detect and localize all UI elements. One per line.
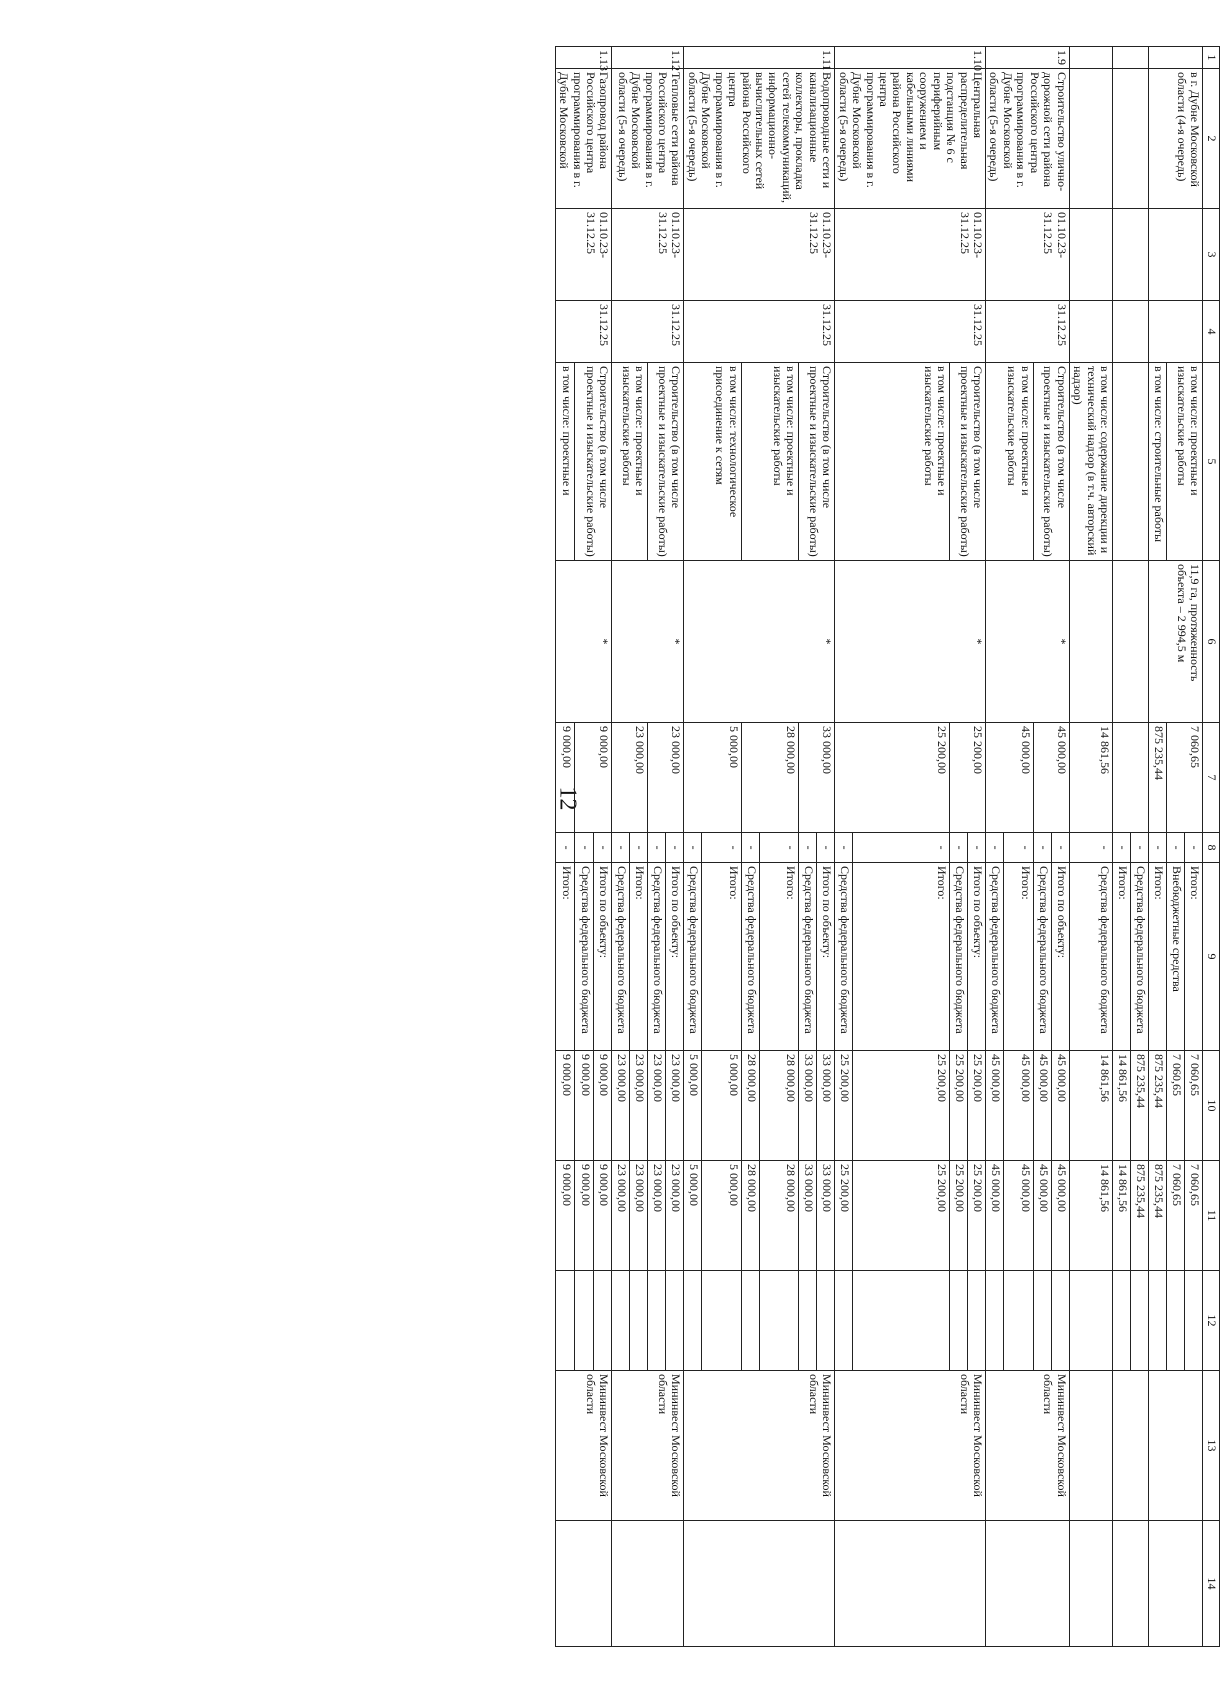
- table-cell: [1069, 1271, 1112, 1371]
- table-cell: -: [684, 833, 702, 863]
- table-cell: 14 861,56: [1113, 1161, 1131, 1271]
- table-cell: 23 000,00: [666, 1161, 684, 1271]
- table-cell: Средства федерального бюджета: [799, 863, 817, 1051]
- table-cell: Строительство (в том числе проектные и изыскательские работы): [648, 363, 684, 561]
- table-cell: -: [835, 833, 853, 863]
- column-number-header: 2: [1203, 69, 1220, 209]
- table-cell: [799, 1271, 817, 1371]
- table-cell: Мининвест Московской области: [986, 1371, 1070, 1521]
- table-cell: [612, 1521, 684, 1647]
- table-cell: [574, 1271, 593, 1371]
- table-cell: *: [835, 561, 986, 723]
- table-cell: [612, 1271, 630, 1371]
- table-cell: [1113, 363, 1149, 561]
- table-cell: в том числе: технологическое присоединение к сетям: [684, 363, 741, 561]
- program-table: [555, 46, 1220, 1647]
- table-cell: [1113, 723, 1149, 833]
- table-cell: Итого:: [1113, 863, 1131, 1051]
- table-cell: Средства федерального бюджета: [648, 863, 666, 1051]
- table-cell: -: [593, 833, 612, 863]
- table-cell: 28 000,00: [741, 1051, 759, 1161]
- table-cell: [1149, 209, 1203, 301]
- table-cell: 25 200,00: [968, 1051, 986, 1161]
- table-cell: [835, 1271, 853, 1371]
- table-cell: в г. Дубне Московской области (4-я очередь): [1149, 69, 1203, 209]
- table-cell: [1004, 1271, 1034, 1371]
- table-row: [666, 47, 684, 1647]
- table-cell: 01.10.23-31.12.25: [612, 209, 684, 301]
- table-cell: -: [555, 833, 574, 863]
- column-number-header: 11: [1203, 1161, 1220, 1271]
- table-cell: 25 200,00: [835, 1161, 853, 1271]
- table-cell: 1.12: [612, 47, 684, 69]
- table-cell: [1113, 1271, 1131, 1371]
- table-cell: [1149, 301, 1203, 363]
- table-cell: 25 200,00: [950, 723, 986, 833]
- column-number-header: 4: [1203, 301, 1220, 363]
- table-cell: 25 200,00: [968, 1161, 986, 1271]
- table-row: [1131, 47, 1149, 1647]
- table-cell: Строительство (в том числе проектные и изыскательские работы): [574, 363, 612, 561]
- table-cell: 875 235,44: [1131, 1161, 1149, 1271]
- table-cell: Итого по объекту:: [1051, 863, 1069, 1051]
- table-cell: [1113, 301, 1149, 363]
- table-cell: 9 000,00: [574, 1161, 593, 1271]
- table-cell: 45 000,00: [1033, 1161, 1051, 1271]
- table-cell: 5 000,00: [684, 723, 741, 833]
- table-cell: 28 000,00: [741, 723, 798, 833]
- table-cell: 33 000,00: [799, 723, 835, 833]
- table-cell: [702, 1271, 741, 1371]
- table-cell: 1.10: [835, 47, 986, 69]
- table-cell: *: [684, 561, 835, 723]
- table-cell: 45 000,00: [1033, 723, 1069, 833]
- table-row: [1051, 47, 1069, 1647]
- table-cell: Строительство (в том числе проектные и изыскательские работы): [950, 363, 986, 561]
- table-cell: [1069, 561, 1112, 723]
- table-cell: [593, 1271, 612, 1371]
- table-row: [817, 47, 835, 1647]
- table-cell: 31.12.25: [986, 301, 1070, 363]
- table-cell: 31.12.25: [555, 301, 612, 363]
- column-number-header: 1: [1203, 47, 1220, 69]
- table-cell: Центральная распределительная подстанция № 6 с периферийным сооружением и кабельными линиями района Российского центра программирования в г. Дубне Московской области (5-я очередь): [835, 69, 986, 209]
- table-cell: 875 235,44: [1149, 1161, 1167, 1271]
- table-cell: Средства федерального бюджета: [574, 863, 593, 1051]
- table-cell: Тепловые сети района Российского центра программирования в г. Дубне Московской области (5-я очередь): [612, 69, 684, 209]
- table-cell: 7 060,65: [1167, 1161, 1185, 1271]
- table-cell: 25 200,00: [853, 1161, 950, 1271]
- table-cell: 875 235,44: [1131, 1051, 1149, 1161]
- table-cell: 45 000,00: [986, 1051, 1004, 1161]
- table-cell: 01.10.23-31.12.25: [555, 209, 612, 301]
- table-cell: Итого:: [759, 863, 798, 1051]
- table-cell: 25 200,00: [853, 1051, 950, 1161]
- table-cell: 9 000,00: [593, 1161, 612, 1271]
- table-cell: 7 060,65: [1185, 1051, 1203, 1161]
- column-number-header: 14: [1203, 1521, 1220, 1647]
- table-cell: 45 000,00: [1051, 1051, 1069, 1161]
- table-cell: Итого:: [702, 863, 741, 1051]
- table-cell: в том числе: проектные и изыскательские работы: [986, 363, 1034, 561]
- table-cell: [968, 1271, 986, 1371]
- column-number-header: 10: [1203, 1051, 1220, 1161]
- table-cell: 01.10.23-31.12.25: [986, 209, 1070, 301]
- table-cell: в том числе: проектные и изыскательские работы: [612, 363, 648, 561]
- table-cell: 23 000,00: [630, 1161, 648, 1271]
- table-cell: [1113, 209, 1149, 301]
- table-cell: 7 060,65: [1167, 1051, 1185, 1161]
- table-cell: 33 000,00: [817, 1051, 835, 1161]
- table-cell: 1.9: [986, 47, 1070, 69]
- table-cell: [986, 1521, 1070, 1647]
- table-cell: 25 200,00: [950, 1161, 968, 1271]
- table-cell: 25 200,00: [835, 723, 950, 833]
- table-cell: -: [1051, 833, 1069, 863]
- table-cell: 23 000,00: [648, 1161, 666, 1271]
- table-cell: 14 861,56: [1069, 1051, 1112, 1161]
- table-cell: [555, 1521, 612, 1647]
- table-cell: 9 000,00: [555, 723, 574, 833]
- table-cell: 45 000,00: [1033, 1051, 1051, 1161]
- table-cell: [684, 1521, 835, 1647]
- table-cell: *: [555, 561, 612, 723]
- rotated-table-wrapper: [110, 46, 1220, 1646]
- table-cell: 01.10.23-31.12.25: [684, 209, 835, 301]
- table-cell: Итого по объекту:: [817, 863, 835, 1051]
- table-cell: 1.13: [555, 47, 612, 69]
- table-cell: [759, 1271, 798, 1371]
- table-cell: 7 060,65: [1185, 1161, 1203, 1271]
- table-cell: [741, 1271, 759, 1371]
- table-cell: [1069, 69, 1112, 209]
- table-cell: 875 235,44: [1149, 1051, 1167, 1161]
- table-cell: 5 000,00: [684, 1051, 702, 1161]
- table-cell: [1113, 1371, 1149, 1521]
- table-cell: -: [574, 833, 593, 863]
- table-cell: Итого:: [1004, 863, 1034, 1051]
- table-cell: 23 000,00: [630, 1051, 648, 1161]
- table-cell: [684, 1271, 702, 1371]
- table-cell: Газопровод района Российского центра программирования в г. Дубне Московской: [555, 69, 612, 209]
- table-cell: 23 000,00: [612, 1161, 630, 1271]
- table-cell: Строительство (в том числе проектные и изыскательские работы): [799, 363, 835, 561]
- column-number-header: 5: [1203, 363, 1220, 561]
- table-cell: -: [1131, 833, 1149, 863]
- table-cell: Строительство (в том числе проектные и изыскательские работы): [1033, 363, 1069, 561]
- table-cell: 9 000,00: [555, 1161, 574, 1271]
- table-cell: [648, 1271, 666, 1371]
- table-cell: 01.10.23-31.12.25: [835, 209, 986, 301]
- table-cell: [1069, 47, 1112, 69]
- table-cell: 14 861,56: [1069, 1161, 1112, 1271]
- table-cell: 1.11: [684, 47, 835, 69]
- table-cell: [1149, 47, 1203, 69]
- table-cell: 23 000,00: [648, 1051, 666, 1161]
- table-cell: 9 000,00: [555, 1051, 574, 1161]
- table-cell: 7 060,65: [1167, 723, 1203, 833]
- table-cell: 11,9 га, протяженность объекта – 2 994,5 м: [1149, 561, 1203, 723]
- table-cell: [1113, 69, 1149, 209]
- table-cell: Итого по объекту:: [666, 863, 684, 1051]
- table-cell: Итого по объекту:: [968, 863, 986, 1051]
- table-cell: 5 000,00: [702, 1161, 741, 1271]
- table-cell: -: [1167, 833, 1185, 863]
- table-cell: -: [799, 833, 817, 863]
- table-cell: 33 000,00: [799, 1161, 817, 1271]
- table-cell: Итого:: [853, 863, 950, 1051]
- table-cell: в том числе: проектные и изыскательские работы: [1167, 363, 1203, 561]
- table-cell: [630, 1271, 648, 1371]
- table-cell: Итого:: [1149, 863, 1167, 1051]
- table-cell: -: [986, 833, 1004, 863]
- column-number-header: 12: [1203, 1271, 1220, 1371]
- table-cell: Средства федерального бюджета: [612, 863, 630, 1051]
- table-cell: [817, 1271, 835, 1371]
- table-cell: Средства федерального бюджета: [1131, 863, 1149, 1051]
- table-cell: [555, 1271, 574, 1371]
- table-cell: [1051, 1271, 1069, 1371]
- table-cell: Строительство улично-дорожной сети района Российского центра программирования в г. Дубне Московской области (5-я очередь): [986, 69, 1070, 209]
- table-cell: [1113, 1521, 1149, 1647]
- table-cell: -: [950, 833, 968, 863]
- table-cell: [853, 1271, 950, 1371]
- table-cell: Средства федерального бюджета: [1069, 863, 1112, 1051]
- table-cell: 31.12.25: [612, 301, 684, 363]
- table-cell: [986, 1271, 1004, 1371]
- table-cell: 14 861,56: [1113, 1051, 1131, 1161]
- column-number-header: 3: [1203, 209, 1220, 301]
- table-cell: [1113, 561, 1149, 723]
- table-cell: в том числе: проектные и изыскательские работы: [835, 363, 950, 561]
- table-cell: Итого:: [630, 863, 648, 1051]
- table-cell: Итого:: [555, 863, 574, 1051]
- table-cell: [1069, 209, 1112, 301]
- table-body: [555, 47, 1202, 1647]
- table-cell: [666, 1271, 684, 1371]
- table-cell: Средства федерального бюджета: [835, 863, 853, 1051]
- column-number-header: 8: [1203, 833, 1220, 863]
- table-cell: Внебюджетные средства: [1167, 863, 1185, 1051]
- table-row: [1069, 47, 1112, 1647]
- table-cell: -: [1113, 833, 1131, 863]
- column-number-header: 6: [1203, 561, 1220, 723]
- table-cell: Средства федерального бюджета: [1033, 863, 1051, 1051]
- table-cell: 9 000,00: [593, 1051, 612, 1161]
- table-cell: -: [759, 833, 798, 863]
- table-cell: Итого:: [1185, 863, 1203, 1051]
- table-cell: Мининвест Московской области: [612, 1371, 684, 1521]
- table-cell: 25 200,00: [835, 1051, 853, 1161]
- table-cell: [1149, 1521, 1203, 1647]
- table-cell: 33 000,00: [817, 1161, 835, 1271]
- table-cell: 14 861,56: [1069, 723, 1112, 833]
- table-cell: [1069, 301, 1112, 363]
- table-cell: -: [1185, 833, 1203, 863]
- table-cell: 875 235,44: [1149, 723, 1167, 833]
- table-cell: 23 000,00: [648, 723, 684, 833]
- table-cell: Водопроводные сети и канализационные коллекторы, прокладка сетей телекоммуникаций, информационно-вычислительных сетей района Российского центра программирования в г. Дубне Московской области (5-я очередь): [684, 69, 835, 209]
- table-cell: [950, 1271, 968, 1371]
- table-cell: *: [612, 561, 684, 723]
- table-cell: [1167, 1271, 1185, 1371]
- table-cell: [1149, 1271, 1167, 1371]
- table-cell: -: [702, 833, 741, 863]
- table-cell: [1069, 1371, 1112, 1521]
- page-number: 12: [554, 786, 581, 811]
- table-cell: 45 000,00: [1004, 1161, 1034, 1271]
- table-cell: 28 000,00: [741, 1161, 759, 1271]
- table-cell: Средства федерального бюджета: [741, 863, 759, 1051]
- table-cell: 45 000,00: [986, 1161, 1004, 1271]
- table-cell: 23 000,00: [612, 723, 648, 833]
- table-cell: [1069, 1521, 1112, 1647]
- table-cell: -: [612, 833, 630, 863]
- table-cell: -: [666, 833, 684, 863]
- table-cell: в том числе: строительные работы: [1149, 363, 1167, 561]
- table-cell: 23 000,00: [612, 1051, 630, 1161]
- table-cell: -: [817, 833, 835, 863]
- table-cell: 25 200,00: [950, 1051, 968, 1161]
- table-cell: в том числе: проектные и: [555, 363, 574, 561]
- table-cell: -: [1149, 833, 1167, 863]
- table-row: [1185, 47, 1203, 1647]
- table-cell: Средства федерального бюджета: [684, 863, 702, 1051]
- table-cell: в том числе: проектные и изыскательские работы: [741, 363, 798, 561]
- table-cell: 45 000,00: [1051, 1161, 1069, 1271]
- table-cell: -: [968, 833, 986, 863]
- table-cell: 5 000,00: [684, 1161, 702, 1271]
- table-cell: 28 000,00: [759, 1161, 798, 1271]
- table-cell: -: [1004, 833, 1034, 863]
- table-cell: *: [986, 561, 1070, 723]
- table-cell: Мининвест Московской области: [835, 1371, 986, 1521]
- table-cell: 28 000,00: [759, 1051, 798, 1161]
- column-number-row: [1203, 47, 1220, 1647]
- table-cell: Мининвест Московской области: [555, 1371, 612, 1521]
- table-cell: -: [630, 833, 648, 863]
- table-cell: [1149, 1371, 1203, 1521]
- table-row: [968, 47, 986, 1647]
- table-cell: [1185, 1271, 1203, 1371]
- table-cell: Средства федерального бюджета: [950, 863, 968, 1051]
- table-cell: -: [741, 833, 759, 863]
- table-cell: 33 000,00: [799, 1051, 817, 1161]
- table-cell: -: [648, 833, 666, 863]
- table-cell: 45 000,00: [1004, 1051, 1034, 1161]
- table-cell: 45 000,00: [986, 723, 1034, 833]
- table-cell: 9 000,00: [574, 723, 612, 833]
- column-number-header: 13: [1203, 1371, 1220, 1521]
- table-cell: [1113, 47, 1149, 69]
- table-cell: в том числе: содержание дирекции и технический надзор (в т.ч. авторский надзор): [1069, 363, 1112, 561]
- table-cell: Мининвест Московской области: [684, 1371, 835, 1521]
- table-cell: -: [1033, 833, 1051, 863]
- table-row: [593, 47, 612, 1647]
- table-cell: 31.12.25: [684, 301, 835, 363]
- table-cell: 23 000,00: [666, 1051, 684, 1161]
- table-cell: Средства федерального бюджета: [986, 863, 1004, 1051]
- table-cell: 5 000,00: [702, 1051, 741, 1161]
- table-cell: [1131, 1271, 1149, 1371]
- table-cell: -: [1069, 833, 1112, 863]
- table-cell: [835, 1521, 986, 1647]
- table-cell: Итого по объекту:: [593, 863, 612, 1051]
- column-number-header: 9: [1203, 863, 1220, 1051]
- table-cell: -: [853, 833, 950, 863]
- table-cell: [1033, 1271, 1051, 1371]
- table-cell: 9 000,00: [574, 1051, 593, 1161]
- table-cell: 31.12.25: [835, 301, 986, 363]
- column-number-header: 7: [1203, 723, 1220, 833]
